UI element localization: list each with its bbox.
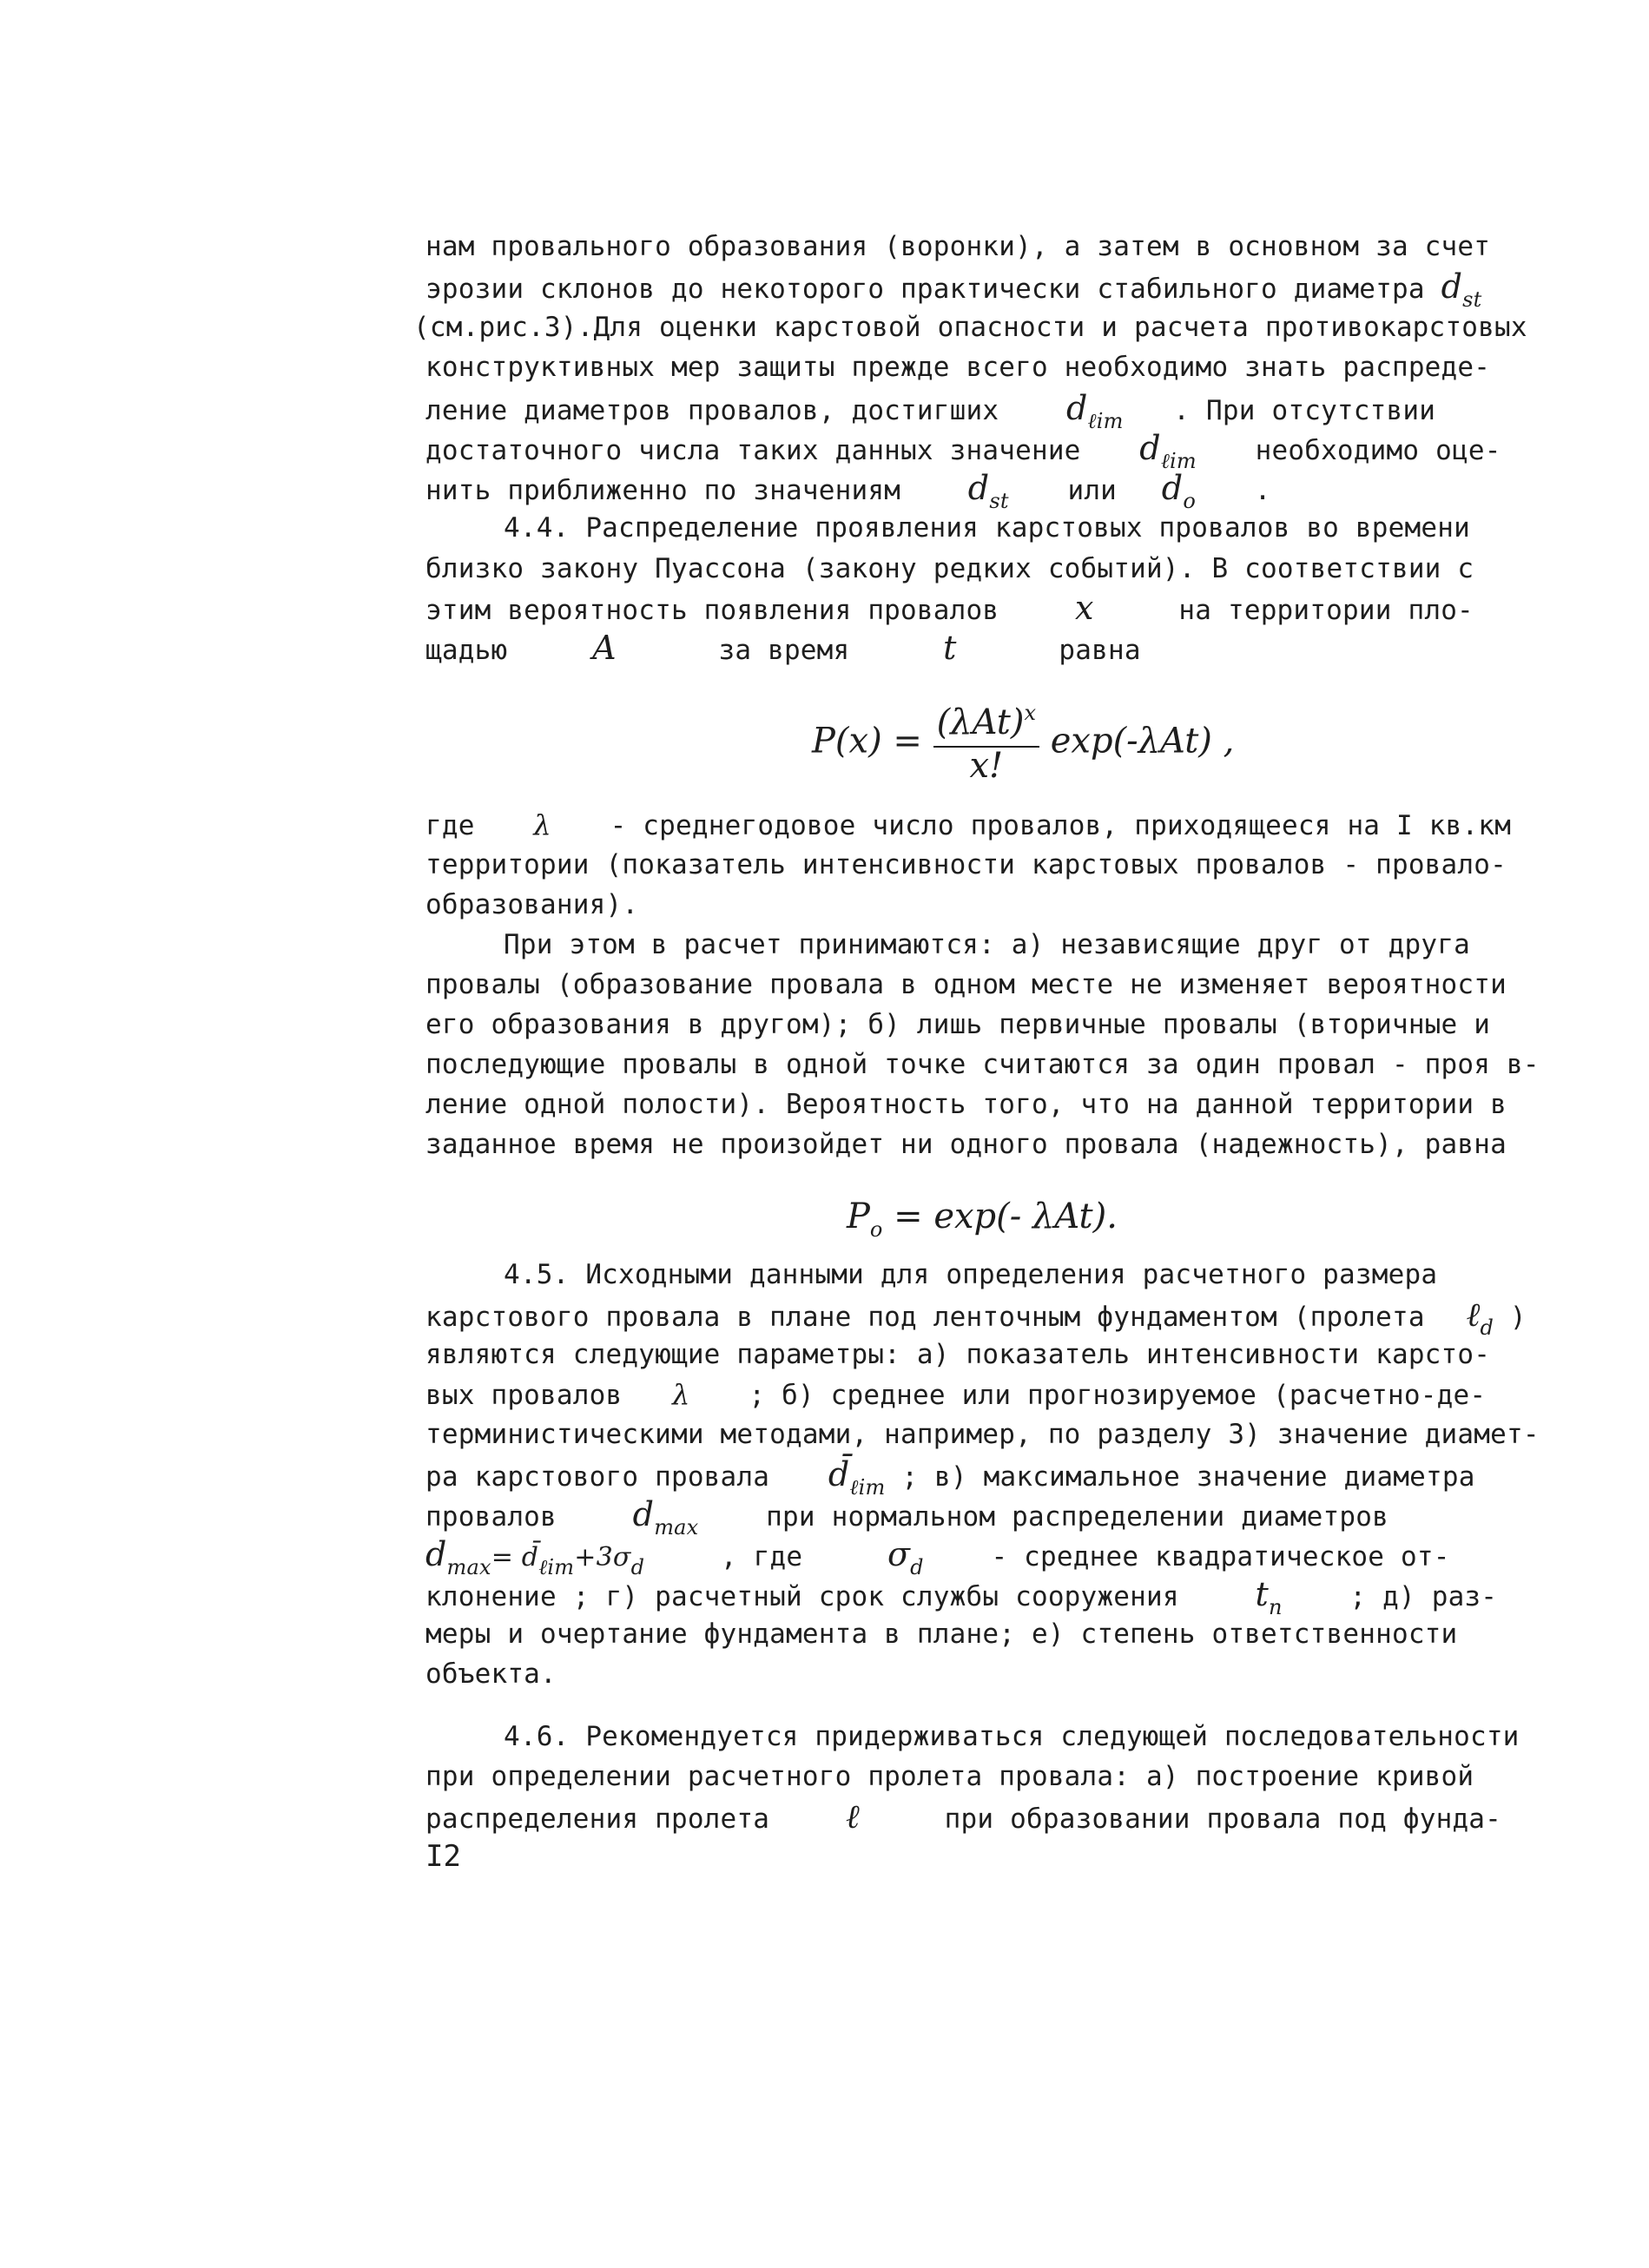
text-line: являются следующие параметры: а) показатель интенсивности карсто- — [425, 1339, 1491, 1370]
text-line: территории (показатель интенсивности карстовых провалов - провало- — [425, 849, 1507, 880]
math-symbol-lambda: λ — [672, 1378, 690, 1411]
math-symbol-d: d — [967, 469, 990, 507]
math-subscript-lim: ℓim — [1087, 409, 1124, 433]
text-span: где — [425, 810, 475, 841]
text-span: вых провалов — [425, 1380, 623, 1411]
text-line: образования). — [425, 889, 639, 920]
text-span: . — [1254, 475, 1271, 506]
text-span: - среднегодовое число провалов, приходящееся на I кв.км — [610, 810, 1512, 841]
math-symbol-t: t — [1255, 1575, 1269, 1613]
text-line: нам провального образования (воронки), а затем в основном за счет — [425, 231, 1491, 262]
math-symbol-A: A — [592, 629, 617, 667]
text-line: провалы (образование провала в одном месте не изменяет вероятности — [425, 969, 1507, 1000]
dmax-formula-d: d — [425, 1535, 447, 1573]
math-subscript-d: d — [1480, 1315, 1494, 1340]
poisson-formula — [812, 703, 1234, 784]
math-subscript-st: st — [989, 489, 1009, 513]
math-subscript-st: st — [1462, 287, 1482, 312]
text-span: карстового провала в плане под ленточным фундаментом (пролета — [425, 1302, 1425, 1333]
text-line — [425, 1575, 1554, 1619]
text-span: . При отсутствии — [1173, 395, 1436, 426]
text-span: при нормальном распределении диаметров — [766, 1501, 1388, 1533]
text-line — [425, 1377, 1554, 1413]
dmax-formula-tail-sub: d — [630, 1555, 645, 1579]
text-line — [425, 1799, 1554, 1836]
text-line: 4.4. Распределение проявления карстовых провалов во времени — [504, 512, 1470, 544]
text-line: 4.6. Рекомендуется придерживаться следующей последовательности — [504, 1721, 1520, 1752]
text-span: ; б) среднее или прогнозируемое (расчетно-де- — [749, 1380, 1487, 1411]
text-line: объекта. — [425, 1658, 557, 1690]
dmax-formula-tail: +3σ — [574, 1542, 631, 1572]
math-subscript-max: max — [654, 1515, 699, 1539]
text-span: - среднее квадратическое от- — [991, 1541, 1450, 1572]
text-line: последующие провалы в одной точке считаются за один провал - проя в- — [425, 1049, 1540, 1080]
math-symbol-x: x — [1074, 589, 1094, 627]
text-span: равна — [1059, 635, 1141, 666]
text-line: при определении расчетного пролета провала: а) построение кривой — [425, 1761, 1474, 1792]
text-span: провалов — [425, 1501, 557, 1533]
math-symbol-l: ℓ — [845, 1797, 860, 1836]
numerator-exponent: x — [1024, 701, 1037, 725]
text-line — [425, 1455, 1554, 1500]
formula-lhs: P — [847, 1197, 870, 1236]
dmax-formula-sub: max — [446, 1555, 491, 1579]
formula-lhs: P(x) = — [812, 721, 922, 761]
text-line: его образования в другом); б) лишь первичные провалы (вторичные и — [425, 1009, 1491, 1040]
text-span: необходимо оце- — [1255, 435, 1501, 466]
text-line — [425, 590, 1554, 628]
page-number: I2 — [425, 1839, 461, 1874]
formula-denominator: x! — [969, 746, 1004, 786]
formula-rhs: exp(-λAt) , — [1050, 721, 1235, 761]
text-span: ; в) максимальное значение диаметра — [901, 1461, 1475, 1493]
text-span: на территории пло- — [1178, 595, 1474, 626]
math-symbol-d: d — [1139, 429, 1161, 467]
text-line — [425, 1535, 1554, 1579]
text-span: ; д) раз- — [1349, 1581, 1498, 1612]
math-symbol-t: t — [943, 629, 957, 667]
text-line: ление одной полости). Вероятность того, что на данной территории в — [425, 1089, 1507, 1120]
math-symbol-sigma: σ — [887, 1535, 911, 1573]
text-span: распределения пролета — [425, 1803, 770, 1835]
text-span: эрозии склонов до некоторого практически стабильного диаметра — [425, 274, 1425, 305]
text-line: близко закону Пуассона (закону редких событий). В соответствии с — [425, 553, 1474, 584]
math-subscript-lim: ℓim — [849, 1475, 886, 1500]
math-symbol-d: d — [1065, 389, 1088, 427]
text-line — [425, 469, 1554, 513]
math-subscript-lim: ℓim — [1160, 449, 1197, 473]
math-symbol-d: d — [632, 1495, 655, 1533]
text-span: нить приближенно по значениям — [425, 475, 901, 506]
math-symbol-d-bar: d̄ — [828, 1455, 850, 1493]
text-span: этим вероятность появления провалов — [425, 595, 999, 626]
formula-numerator — [933, 703, 1039, 748]
dmax-formula-rhs: = d̄ — [491, 1542, 539, 1572]
text-line — [425, 429, 1554, 473]
math-symbol-l: ℓ — [1466, 1296, 1481, 1334]
text-line — [425, 630, 1554, 668]
numerator-text: (λAt) — [936, 702, 1025, 742]
text-span: ) — [1509, 1302, 1527, 1333]
math-subscript-o: o — [1183, 489, 1196, 513]
math-subscript-d: d — [910, 1555, 924, 1579]
text-span: клонение ; г) расчетный срок службы сооружения — [425, 1581, 1179, 1612]
text-span: ление диаметров провалов, достигших — [425, 395, 999, 426]
text-line: При этом в расчет принимаются: а) независящие друг от друга — [504, 929, 1470, 960]
math-symbol-d: d — [1441, 267, 1463, 306]
formula-lhs-subscript: o — [869, 1217, 883, 1242]
text-span: за время — [718, 635, 850, 666]
formula-rhs: = exp(- λAt). — [894, 1197, 1118, 1236]
text-line — [425, 1296, 1554, 1340]
text-line: меры и очертание фундамента в плане; е) степень ответственности — [425, 1619, 1458, 1650]
reliability-formula — [847, 1197, 1118, 1242]
text-line: терминистическими методами, например, по разделу 3) значение диамет- — [425, 1419, 1540, 1450]
text-span: , где — [720, 1541, 803, 1572]
formula-fraction — [933, 703, 1039, 784]
math-symbol-lambda: λ — [533, 808, 551, 841]
text-span: при образовании провала под фунда- — [944, 1803, 1502, 1835]
text-line — [425, 1495, 1554, 1539]
text-span: щадью — [425, 635, 508, 666]
text-line — [425, 389, 1554, 433]
text-line: 4.5. Исходными данными для определения расчетного размера — [504, 1259, 1438, 1290]
text-line — [425, 808, 1554, 843]
math-subscript-n: n — [1268, 1595, 1283, 1619]
text-span: достаточного числа таких данных значение — [425, 435, 1081, 466]
text-line: конструктивных мер защиты прежде всего необходимо знать распреде- — [425, 352, 1491, 383]
text-line: (см.рис.3).Для оценки карстовой опасности и расчета противокарстовых — [413, 312, 1527, 343]
text-line — [425, 267, 1554, 312]
text-span: или — [1067, 475, 1118, 506]
math-symbol-d: d — [1161, 469, 1184, 507]
dmax-formula-rhs-sub: ℓim — [538, 1555, 575, 1579]
text-span: ра карстового провала — [425, 1461, 770, 1493]
text-line: заданное время не произойдет ни одного провала (надежность), равна — [425, 1129, 1507, 1160]
